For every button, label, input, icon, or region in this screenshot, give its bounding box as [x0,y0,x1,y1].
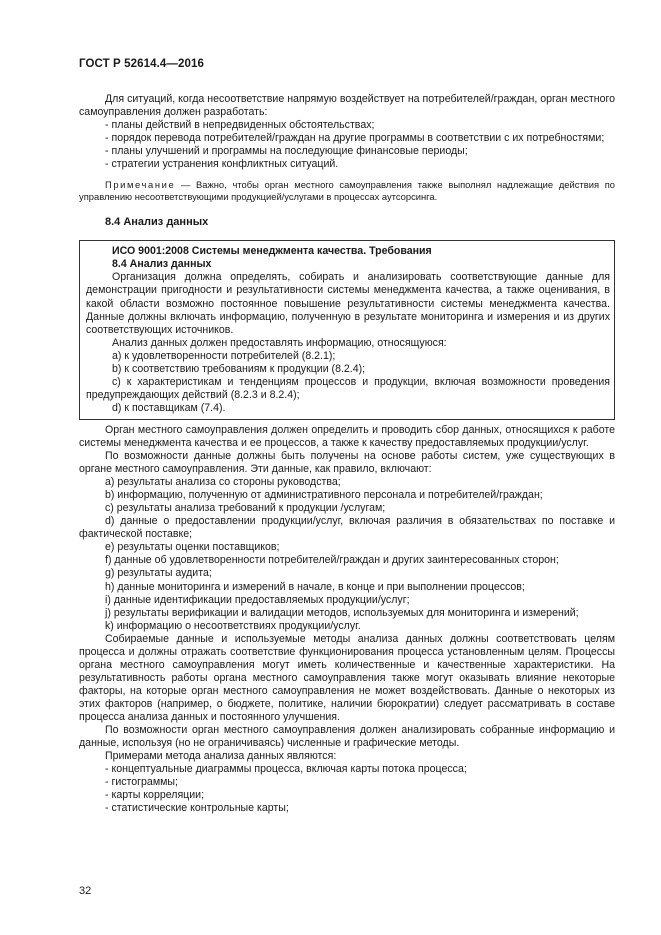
data-list-item: a) результаты анализа со стороны руководства; [105,476,341,489]
main-paragraph: По возможности орган местного самоуправления должен анализировать собранные информацию и данные, используя (но не ограничиваясь) численные и графические методы. [79,724,615,750]
document-body [79,93,615,815]
iso-box-list-item: b) к соответствию требованиям к продукции (8.2.4); [112,362,366,375]
iso-box-list-item: a) к удовлетворенности потребителей (8.2.1); [112,349,336,362]
intro-list-item: - планы действий в непредвиденных обстоятельствах; [105,119,375,132]
iso-box-list-item: c) к характеристикам и тенденциям процессов и продукции, включая возможности проведения предупреждающих действий (8.2.3 и 8.2.4); [86,375,610,401]
document-header: ГОСТ Р 52614.4—2016 [79,58,204,70]
intro-list-item: - порядок перевода потребителей/граждан на другие программы в соответствии с их потребностями; [105,132,605,145]
iso-box-list-item: d) к поставщикам (7.4). [112,401,226,414]
main-paragraph: Примерами метода анализа данных являются: [105,750,337,763]
example-list-item: - карты корреляции; [105,789,205,802]
iso-box-paragraph: Организация должна определять, собирать и анализировать соответствующие данные для демонстрации пригодности и результативности системы менеджмента качества, а также оценивания, в какой области возможно постоянное повышение результативности системы менеджмента качества. Данные должны включать информацию, полученную в результате мониторинга и измерения и из других соответствующих источников. [86,271,610,336]
example-list-item: - статистические контрольные карты; [105,802,289,815]
intro-paragraph: Для ситуаций, когда несоответствие напрямую воздействует на потребителей/граждан, орган местного самоуправления должен разработать: [79,93,615,119]
iso-box-subtitle: 8.4 Анализ данных [112,258,212,271]
main-paragraph: Собираемые данные и используемые методы анализа данных должны соответствовать целям процесса и должны отражать соответствие функционирования процесса установленным целям. Процессы органа местного самоуправления могут иметь количественные и качественные характеристики. На результативность работы органа местного самоуправления также могут оказывать влияние некоторые факторы, на которые орган местного самоуправления не может воздействовать. Данные о некоторых из этих факторов (например, о бюджете, политике, наличии бюрократии) следует рассматривать в составе процесса анализа данных и постоянного улучшения. [79,632,615,723]
data-list-item: f) данные об удовлетворенности потребителей/граждан и других заинтересованных сторон; [105,554,559,567]
note-paragraph [79,179,615,203]
data-list-item: j) результаты верификации и валидации методов, используемых для мониторинга и измерений; [105,606,579,619]
note-label: Примечание [105,179,176,191]
intro-list-item: - стратегии устранения конфликтных ситуаций. [105,158,339,171]
section-heading: 8.4 Анализ данных [105,216,209,229]
data-list-item: k) информацию о несоответствиях продукции/услуг. [105,619,361,632]
data-list-item: h) данные мониторинга и измерений в начале, в конце и при выполнении процессов; [105,580,525,593]
page-number: 32 [79,885,92,897]
data-list-item: c) результаты анализа требований к продукции /услугам; [105,502,386,515]
iso-box-paragraph: Анализ данных должен предоставлять информацию, относящуюся: [112,336,447,349]
note-text: — Важно, чтобы орган местного самоуправления также выполнял надлежащие действия по управлению несоответствующими продукцией/услугами в процессах аутсорсинга. [79,179,615,203]
data-list-item: g) результаты аудита; [105,567,212,580]
example-list-item: - гистограммы; [105,776,178,789]
data-list-item: b) информацию, полученную от административного персонала и потребителей/граждан; [105,489,543,502]
data-list-item: e) результаты оценки поставщиков; [105,541,280,554]
intro-list-item: - планы улучшений и программы на последующие финансовые периоды; [105,145,468,158]
data-list-item: i) данные идентификации предоставляемых продукции/услуг; [105,593,410,606]
iso-quote-box [79,240,615,420]
main-paragraph: Орган местного самоуправления должен определить и проводить сбор данных, относящихся к работе системы менеджмента качества и ее процессов, а также к качеству предоставляемых продукции/услуг. [79,423,615,449]
data-list-item: d) данные о предоставлении продукции/услуг, включая различия в обязательствах по поставке и фактической поставке; [79,515,615,541]
main-paragraph: По возможности данные должны быть получены на основе работы систем, уже существующих в органе местного самоуправления. Эти данные, как правило, включают: [79,450,615,476]
iso-box-title: ИСО 9001:2008 Системы менеджмента качества. Требования [112,245,432,258]
example-list-item: - концептуальные диаграммы процесса, включая карты потока процесса; [105,763,467,776]
